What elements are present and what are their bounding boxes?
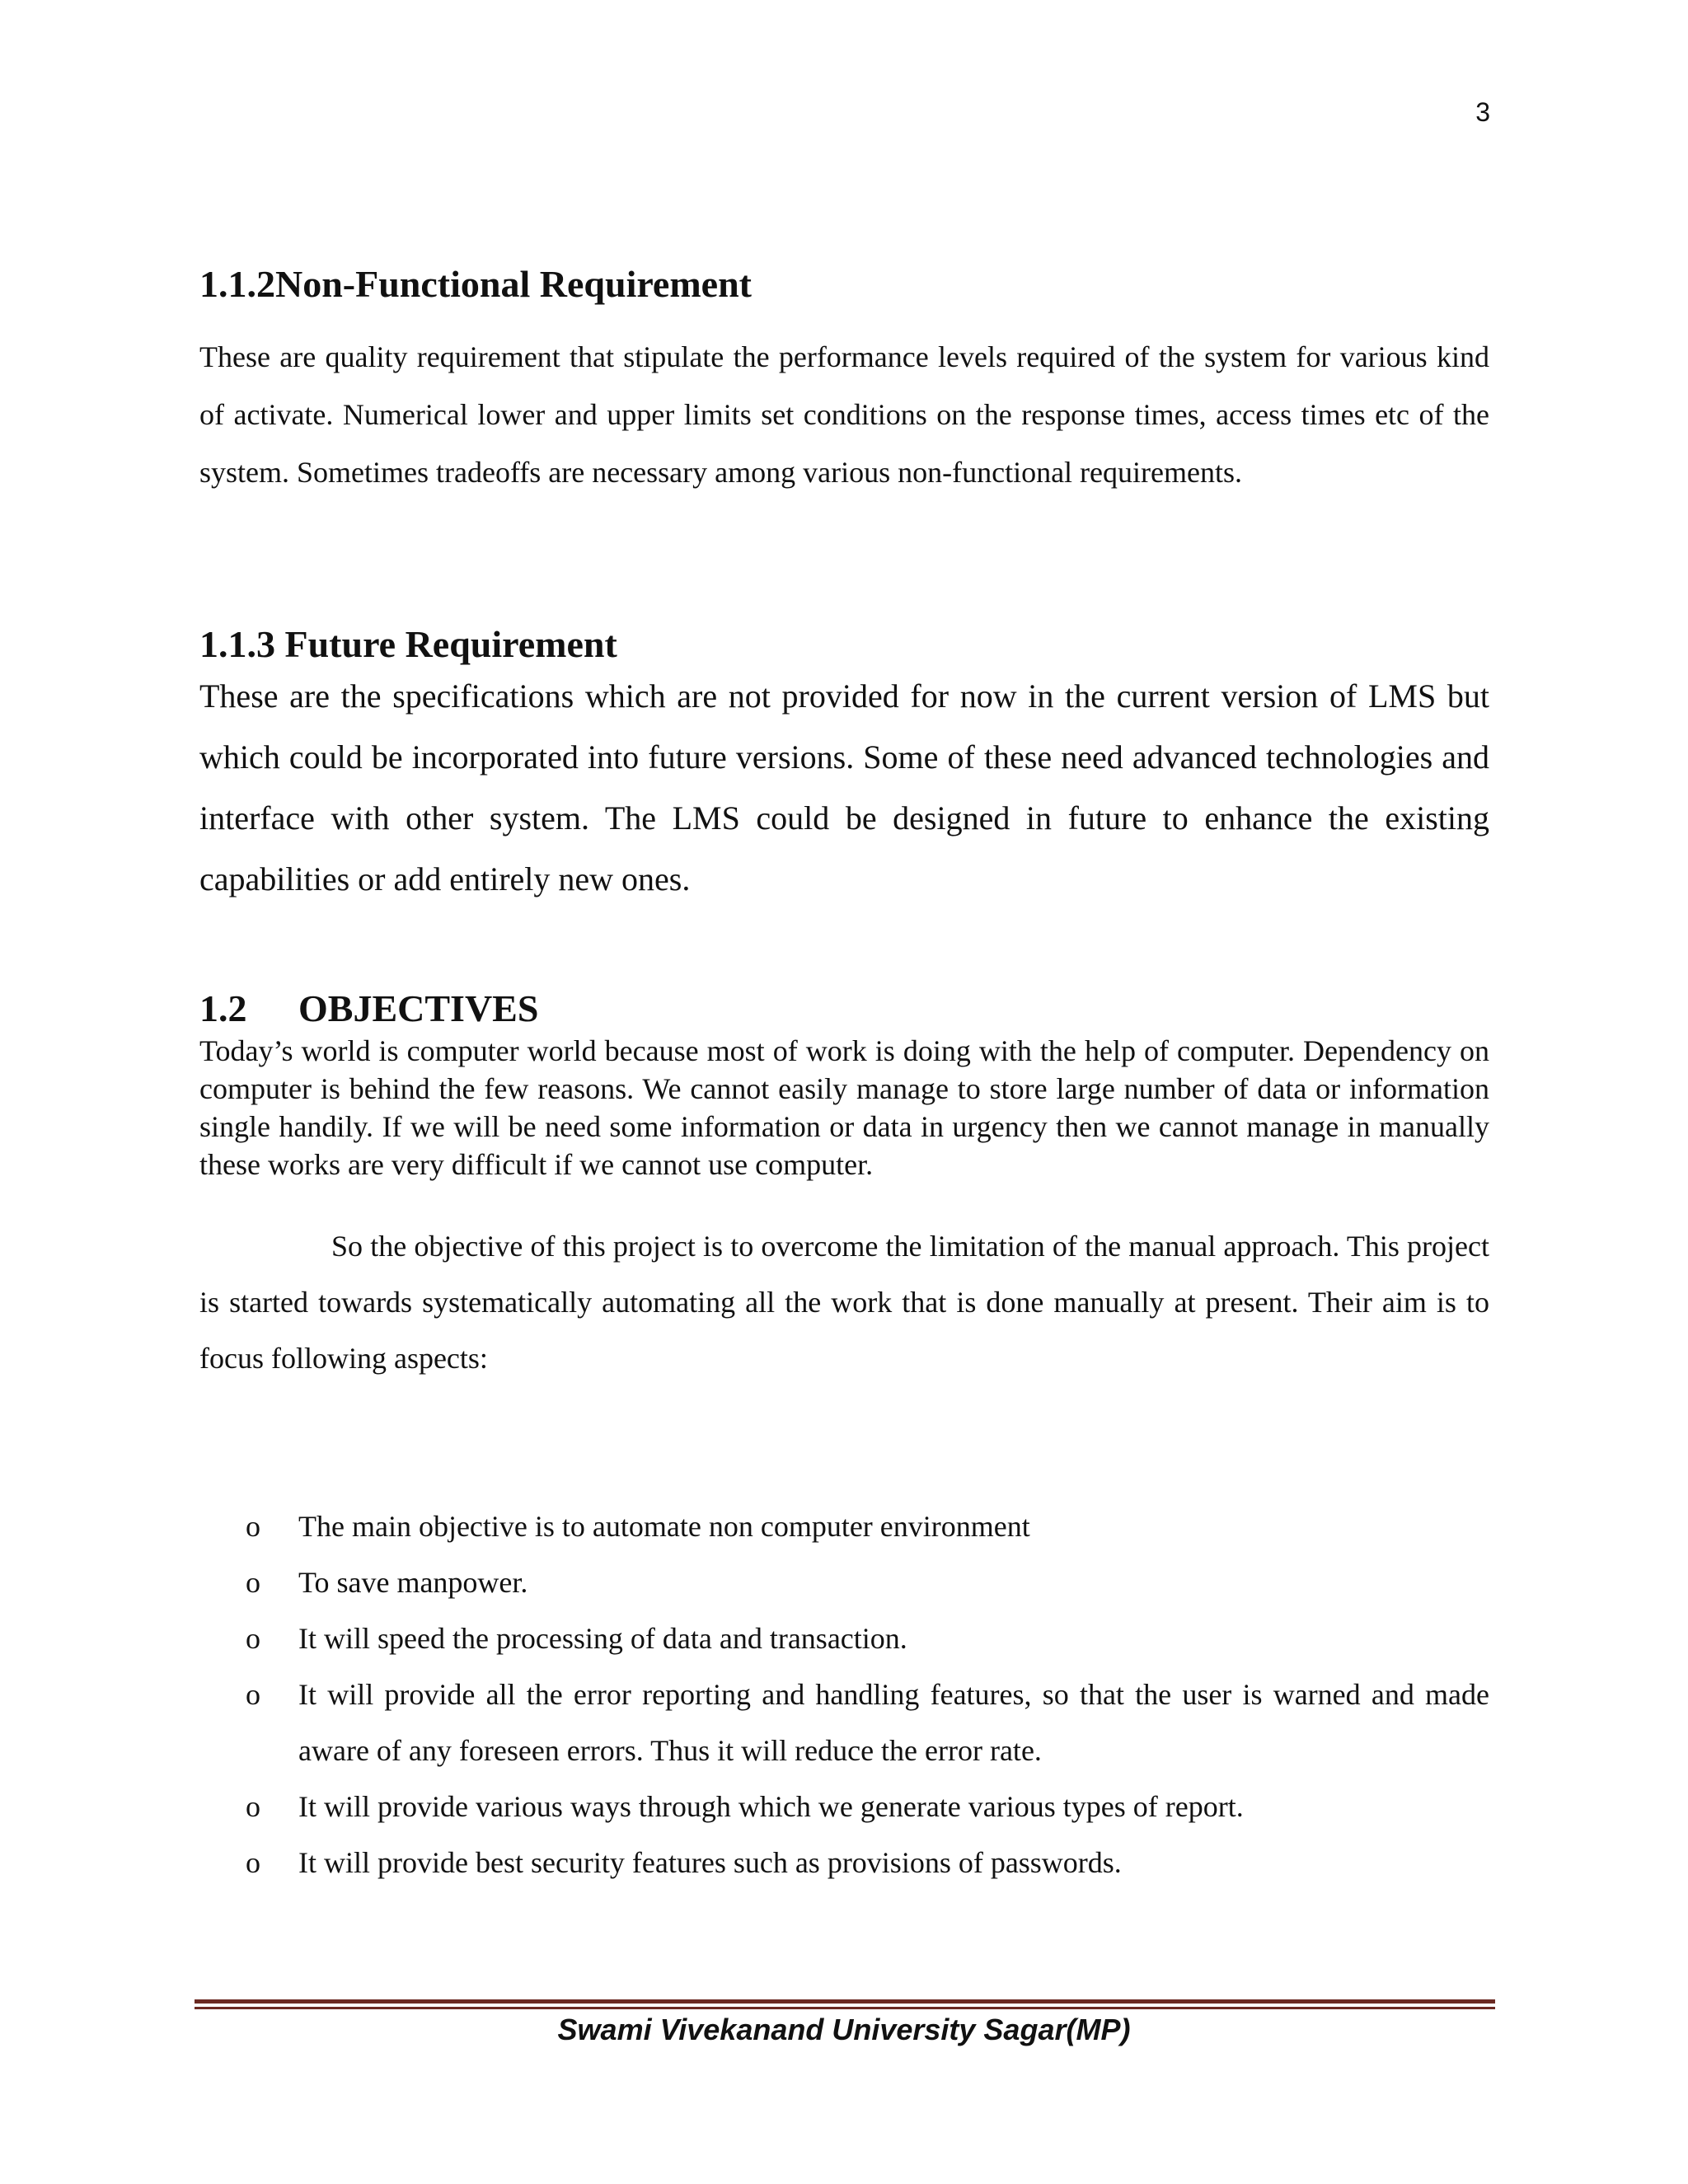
footer-university-name: Swami Vivekanand University Sagar(MP) [557,2013,1131,2046]
page-number: 3 [1475,97,1490,127]
section-heading-non-functional-requirement: 1.1.2Non-Functional Requirement [199,263,752,305]
list-item-text: It will provide various ways through which we generate various types of report. [298,1790,1244,1823]
bullet-marker: o [246,1510,260,1543]
objectives-aim-paragraph: So the objective of this project is to overcome the limitation of the manual approach. This project is started towards systematically automating all the work that is done manually at present. Their aim is to focus following aspects: [199,1230,1489,1375]
bullet-marker: o [246,1846,260,1879]
future-requirement-paragraph: These are the specifications which are not provided for now in the current version of LMS but which could be incorporated into future versions. Some of these need advanced technologies and interface with other system. The LMS could be designed in future to enhance the existing capabilities or add entirely new ones. [199,677,1489,898]
list-item-text: To save manpower. [298,1566,528,1599]
objectives-list [199,1498,1489,1891]
list-item-text: It will speed the processing of data and transaction. [298,1622,907,1655]
bullet-marker: o [246,1790,260,1823]
section-heading-objectives [199,987,538,1030]
objectives-intro-paragraph: Today’s world is computer world because most of work is doing with the help of computer. Dependency on computer is behind the few reasons. We cannot easily manage to store large number of data or information single handily. If we will be need some information or data in urgency then we cannot manage in manually these works are very difficult if we cannot use computer. [199,1034,1489,1181]
list-item [199,1498,1489,1554]
list-item [199,1779,1489,1835]
list-item-text: It will provide best security features such as provisions of passwords. [298,1846,1122,1879]
list-item [199,1554,1489,1610]
section-number: 1.2 [199,987,247,1029]
footer-divider [195,1999,1495,2009]
list-item [199,1666,1489,1779]
list-item-text: It will provide all the error reporting and handling features, so that the user is warned and made aware of any foreseen errors. Thus it will reduce the error rate. [298,1678,1489,1767]
bullet-marker: o [246,1622,260,1655]
list-item [199,1610,1489,1666]
section-title: OBJECTIVES [298,987,539,1029]
bullet-marker: o [246,1678,260,1711]
non-functional-requirement-paragraph: These are quality requirement that stipulate the performance levels required of the system for various kind of activate. Numerical lower and upper limits set conditions on the response times, access times etc of the system. Sometimes tradeoffs are necessary among various non-functional requirements. [199,340,1489,489]
section-heading-future-requirement: 1.1.3 Future Requirement [199,623,617,665]
list-item [199,1835,1489,1891]
bullet-marker: o [246,1566,260,1599]
list-item-text: The main objective is to automate non computer environment [298,1510,1030,1543]
